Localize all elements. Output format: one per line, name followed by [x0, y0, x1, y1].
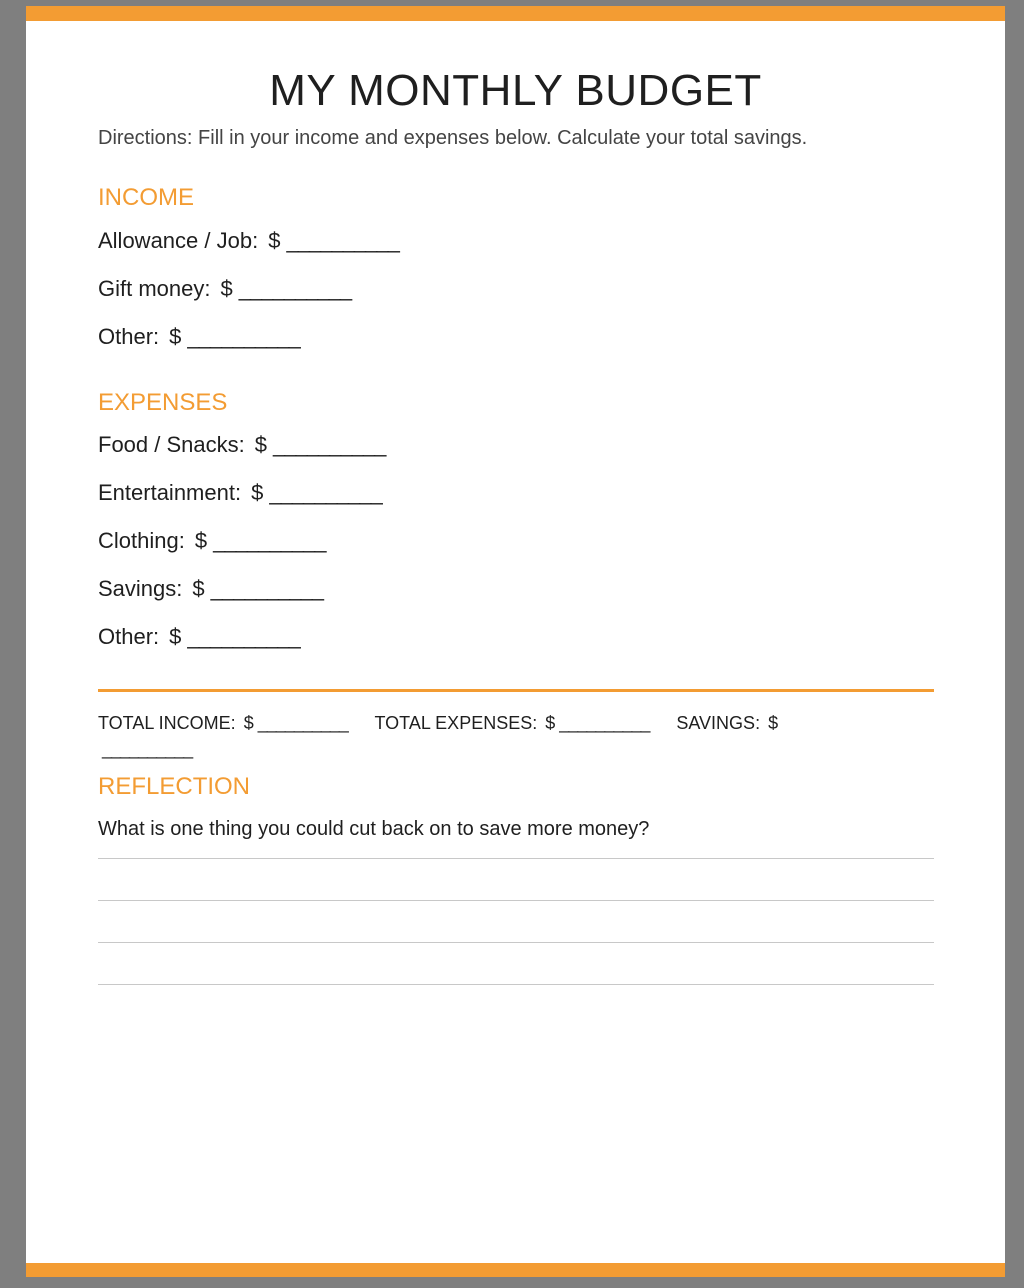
- section-divider: [98, 689, 934, 692]
- dollar-sign: $: [268, 228, 281, 253]
- income-heading: INCOME: [98, 184, 194, 211]
- total-expenses[interactable]: [375, 713, 650, 733]
- savings-label: SAVINGS:: [676, 713, 761, 733]
- fill-in-blank[interactable]: __________: [273, 432, 386, 457]
- dollar-sign: $: [194, 528, 208, 553]
- dollar-sign: $: [169, 624, 182, 649]
- total-income-blank[interactable]: __________: [257, 713, 348, 733]
- reflection-question: What is one thing you could cut back on to save more money?: [98, 818, 650, 840]
- expense-field-other[interactable]: [98, 624, 300, 650]
- expense-field-savings[interactable]: [98, 576, 323, 602]
- fill-in-blank[interactable]: __________: [286, 228, 399, 253]
- field-label: Other:: [98, 324, 160, 349]
- page-title: MY MONTHLY BUDGET: [269, 66, 762, 115]
- field-label: Allowance / Job:: [98, 228, 259, 253]
- fill-in-blank[interactable]: __________: [187, 624, 300, 649]
- dollar-sign: $: [251, 480, 264, 505]
- field-label: Savings:: [98, 576, 183, 601]
- dollar-sign: $: [768, 713, 779, 733]
- top-accent-bar: [26, 6, 1005, 21]
- directions-text: Directions: Fill in your income and expenses below. Calculate your total savings.: [98, 127, 808, 149]
- total-expenses-label: TOTAL EXPENSES:: [374, 713, 538, 733]
- field-label: Food / Snacks:: [98, 432, 245, 457]
- totals-row: [98, 710, 858, 762]
- dollar-sign: $: [169, 324, 182, 349]
- dollar-sign: $: [192, 576, 205, 601]
- dollar-sign: $: [243, 713, 254, 733]
- expense-field-clothing[interactable]: [98, 528, 325, 554]
- income-field-gift-money[interactable]: [98, 276, 351, 302]
- income-field-allowance[interactable]: [98, 228, 399, 254]
- total-income[interactable]: [98, 713, 348, 733]
- fill-in-blank[interactable]: __________: [187, 324, 300, 349]
- bottom-accent-bar: [26, 1263, 1005, 1277]
- answer-line[interactable]: [98, 984, 934, 985]
- dollar-sign: $: [545, 713, 556, 733]
- answer-line[interactable]: [98, 942, 934, 943]
- fill-in-blank[interactable]: __________: [210, 576, 323, 601]
- answer-line[interactable]: [98, 900, 934, 901]
- fill-in-blank[interactable]: __________: [269, 480, 382, 505]
- field-label: Gift money:: [98, 276, 211, 301]
- field-label: Clothing:: [98, 528, 185, 553]
- fill-in-blank[interactable]: __________: [238, 276, 352, 301]
- dollar-sign: $: [254, 432, 267, 457]
- field-label: Entertainment:: [98, 480, 242, 505]
- expense-field-entertainment[interactable]: [98, 480, 382, 506]
- dollar-sign: $: [220, 276, 233, 301]
- field-label: Other:: [98, 624, 160, 649]
- worksheet-page: [26, 6, 1005, 1277]
- savings-blank[interactable]: __________: [102, 739, 193, 759]
- total-income-label: TOTAL INCOME:: [98, 713, 236, 733]
- expenses-heading: EXPENSES: [98, 389, 228, 416]
- expense-field-food[interactable]: [98, 432, 385, 458]
- reflection-heading: REFLECTION: [98, 773, 251, 800]
- answer-line[interactable]: [98, 858, 934, 859]
- income-field-other[interactable]: [98, 324, 300, 350]
- total-expenses-blank[interactable]: __________: [559, 713, 650, 733]
- fill-in-blank[interactable]: __________: [213, 528, 326, 553]
